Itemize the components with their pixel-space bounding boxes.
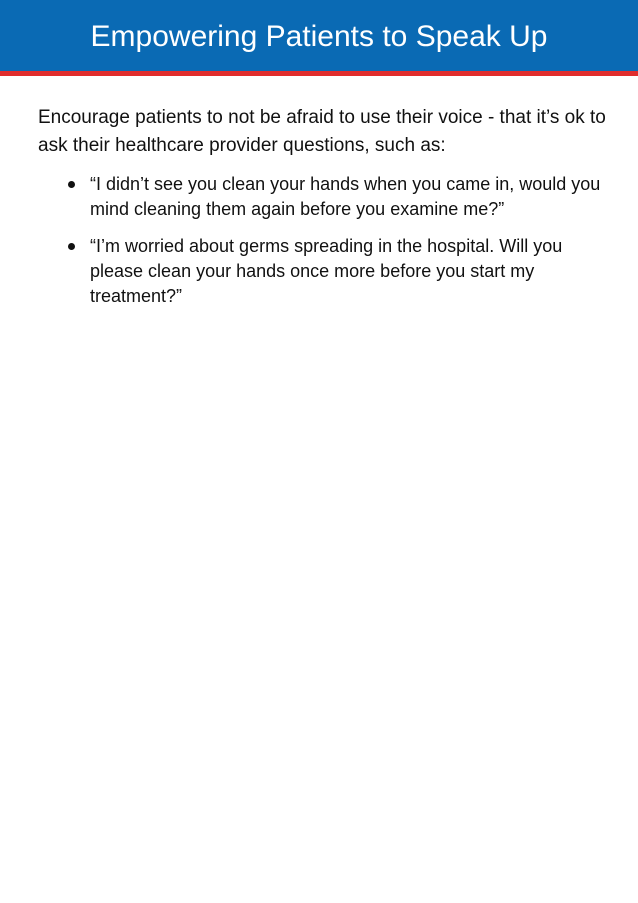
bullet-icon <box>68 243 75 250</box>
intro-paragraph: Encourage patients to not be afraid to use their voice - that it’s ok to ask their healthcare provider questions, such as: <box>38 107 606 156</box>
title-banner <box>0 0 638 76</box>
question-text: “I didn’t see you clean your hands when you came in, would you mind cleaning them again before you examine me?” <box>90 174 601 219</box>
page-title: Empowering Patients to Speak Up <box>90 20 548 53</box>
bullet-icon <box>68 181 75 188</box>
slide-body <box>38 104 608 321</box>
question-list <box>38 172 608 309</box>
list-item <box>38 234 608 309</box>
list-item <box>38 172 608 222</box>
question-text: “I’m worried about germs spreading in the hospital. Will you please clean your hands once more before you start my treatment?” <box>90 236 563 306</box>
